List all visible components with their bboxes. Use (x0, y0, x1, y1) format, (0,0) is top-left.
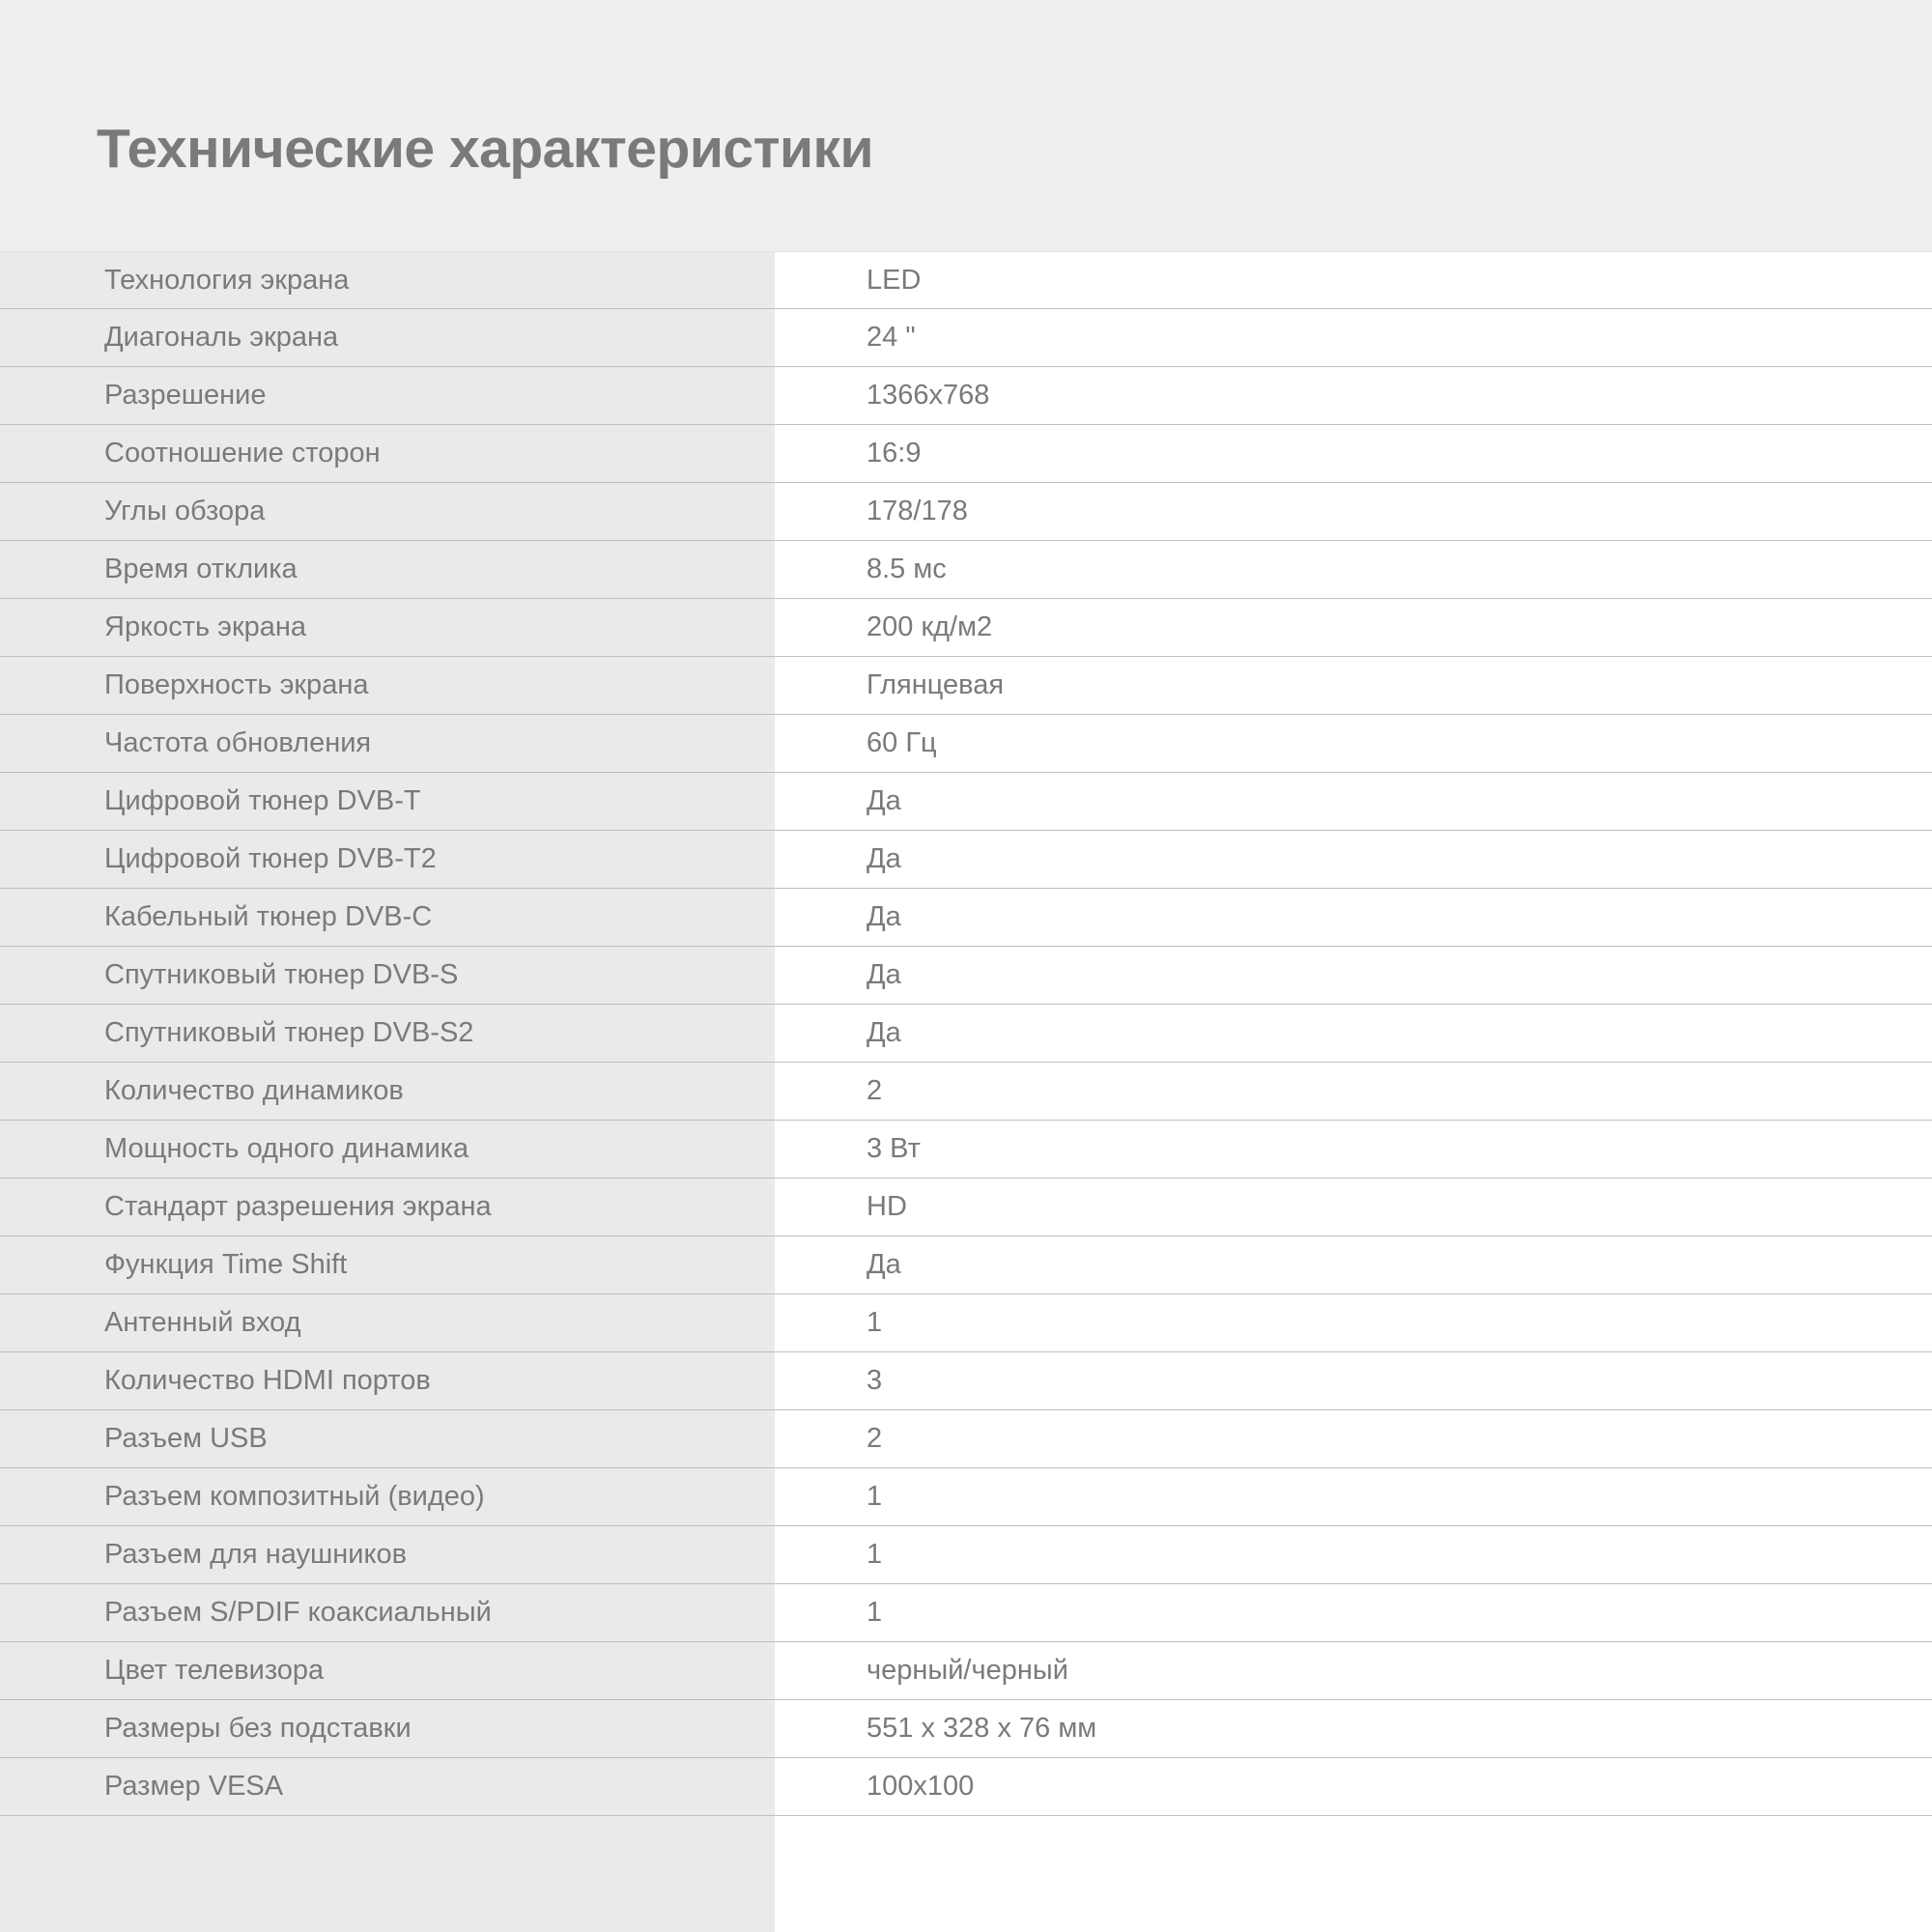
spec-label: Разъем USB (0, 1410, 775, 1467)
spec-value: Да (775, 831, 1932, 888)
spec-value: HD (775, 1179, 1932, 1236)
spec-label: Стандарт разрешения экрана (0, 1179, 775, 1236)
spec-value: 1 (775, 1526, 1932, 1583)
table-row (0, 1121, 1932, 1179)
table-row (0, 1526, 1932, 1584)
spec-label: Поверхность экрана (0, 657, 775, 714)
spec-label: Разъем S/PDIF коаксиальный (0, 1584, 775, 1641)
spec-value: 16:9 (775, 425, 1932, 482)
spec-value: 1 (775, 1468, 1932, 1525)
table-row (0, 1352, 1932, 1410)
table-row (0, 251, 1932, 309)
spec-value: 100x100 (775, 1758, 1932, 1815)
spec-label: Соотношение сторон (0, 425, 775, 482)
table-row (0, 715, 1932, 773)
table-row (0, 599, 1932, 657)
spec-value: 1 (775, 1584, 1932, 1641)
table-row (0, 425, 1932, 483)
spec-value: 551 x 328 x 76 мм (775, 1700, 1932, 1757)
spec-label: Цвет телевизора (0, 1642, 775, 1699)
spec-value: Да (775, 773, 1932, 830)
spec-value: 200 кд/м2 (775, 599, 1932, 656)
spec-label: Яркость экрана (0, 599, 775, 656)
table-row (0, 309, 1932, 367)
spec-label: Разъем композитный (видео) (0, 1468, 775, 1525)
spec-label: Время отклика (0, 541, 775, 598)
spec-label: Количество HDMI портов (0, 1352, 775, 1409)
table-row (0, 657, 1932, 715)
spec-label: Антенный вход (0, 1294, 775, 1351)
spec-label: Количество динамиков (0, 1063, 775, 1120)
table-row (0, 1758, 1932, 1816)
spec-label: Разъем для наушников (0, 1526, 775, 1583)
table-row (0, 773, 1932, 831)
spec-label: Спутниковый тюнер DVB-S (0, 947, 775, 1004)
spec-value: Глянцевая (775, 657, 1932, 714)
spec-value: 60 Гц (775, 715, 1932, 772)
spec-value: 178/178 (775, 483, 1932, 540)
spec-value: Да (775, 889, 1932, 946)
spec-value: Да (775, 947, 1932, 1004)
table-row (0, 1236, 1932, 1294)
spec-label: Спутниковый тюнер DVB-S2 (0, 1005, 775, 1062)
table-row (0, 367, 1932, 425)
spec-value: 2 (775, 1063, 1932, 1120)
spec-value: черный/черный (775, 1642, 1932, 1699)
spec-label: Разрешение (0, 367, 775, 424)
spec-value: 24 " (775, 309, 1932, 366)
table-row (0, 889, 1932, 947)
spec-label: Кабельный тюнер DVB-C (0, 889, 775, 946)
spec-value: 3 (775, 1352, 1932, 1409)
table-row (0, 1700, 1932, 1758)
spec-label: Углы обзора (0, 483, 775, 540)
spec-value: Да (775, 1236, 1932, 1293)
spec-value: 1366x768 (775, 367, 1932, 424)
table-row (0, 831, 1932, 889)
spec-label: Мощность одного динамика (0, 1121, 775, 1178)
table-row (0, 483, 1932, 541)
table-row (0, 541, 1932, 599)
spec-value: LED (775, 252, 1932, 308)
spec-value: 8.5 мс (775, 541, 1932, 598)
table-row (0, 947, 1932, 1005)
spec-value: 3 Вт (775, 1121, 1932, 1178)
spec-label: Технология экрана (0, 252, 775, 308)
spec-label: Цифровой тюнер DVB-T (0, 773, 775, 830)
table-row (0, 1410, 1932, 1468)
spec-label: Цифровой тюнер DVB-T2 (0, 831, 775, 888)
table-row (0, 1584, 1932, 1642)
table-row (0, 1005, 1932, 1063)
table-row (0, 1468, 1932, 1526)
spec-label: Функция Time Shift (0, 1236, 775, 1293)
spec-label: Диагональ экрана (0, 309, 775, 366)
table-row (0, 1179, 1932, 1236)
spec-label: Частота обновления (0, 715, 775, 772)
spec-value: 1 (775, 1294, 1932, 1351)
spec-table (0, 251, 1932, 1816)
spec-value: Да (775, 1005, 1932, 1062)
spec-value: 2 (775, 1410, 1932, 1467)
spec-label: Размеры без подставки (0, 1700, 775, 1757)
spec-label: Размер VESA (0, 1758, 775, 1815)
table-row (0, 1063, 1932, 1121)
table-row (0, 1642, 1932, 1700)
table-row (0, 1294, 1932, 1352)
page-title: Технические характеристики (97, 118, 874, 181)
